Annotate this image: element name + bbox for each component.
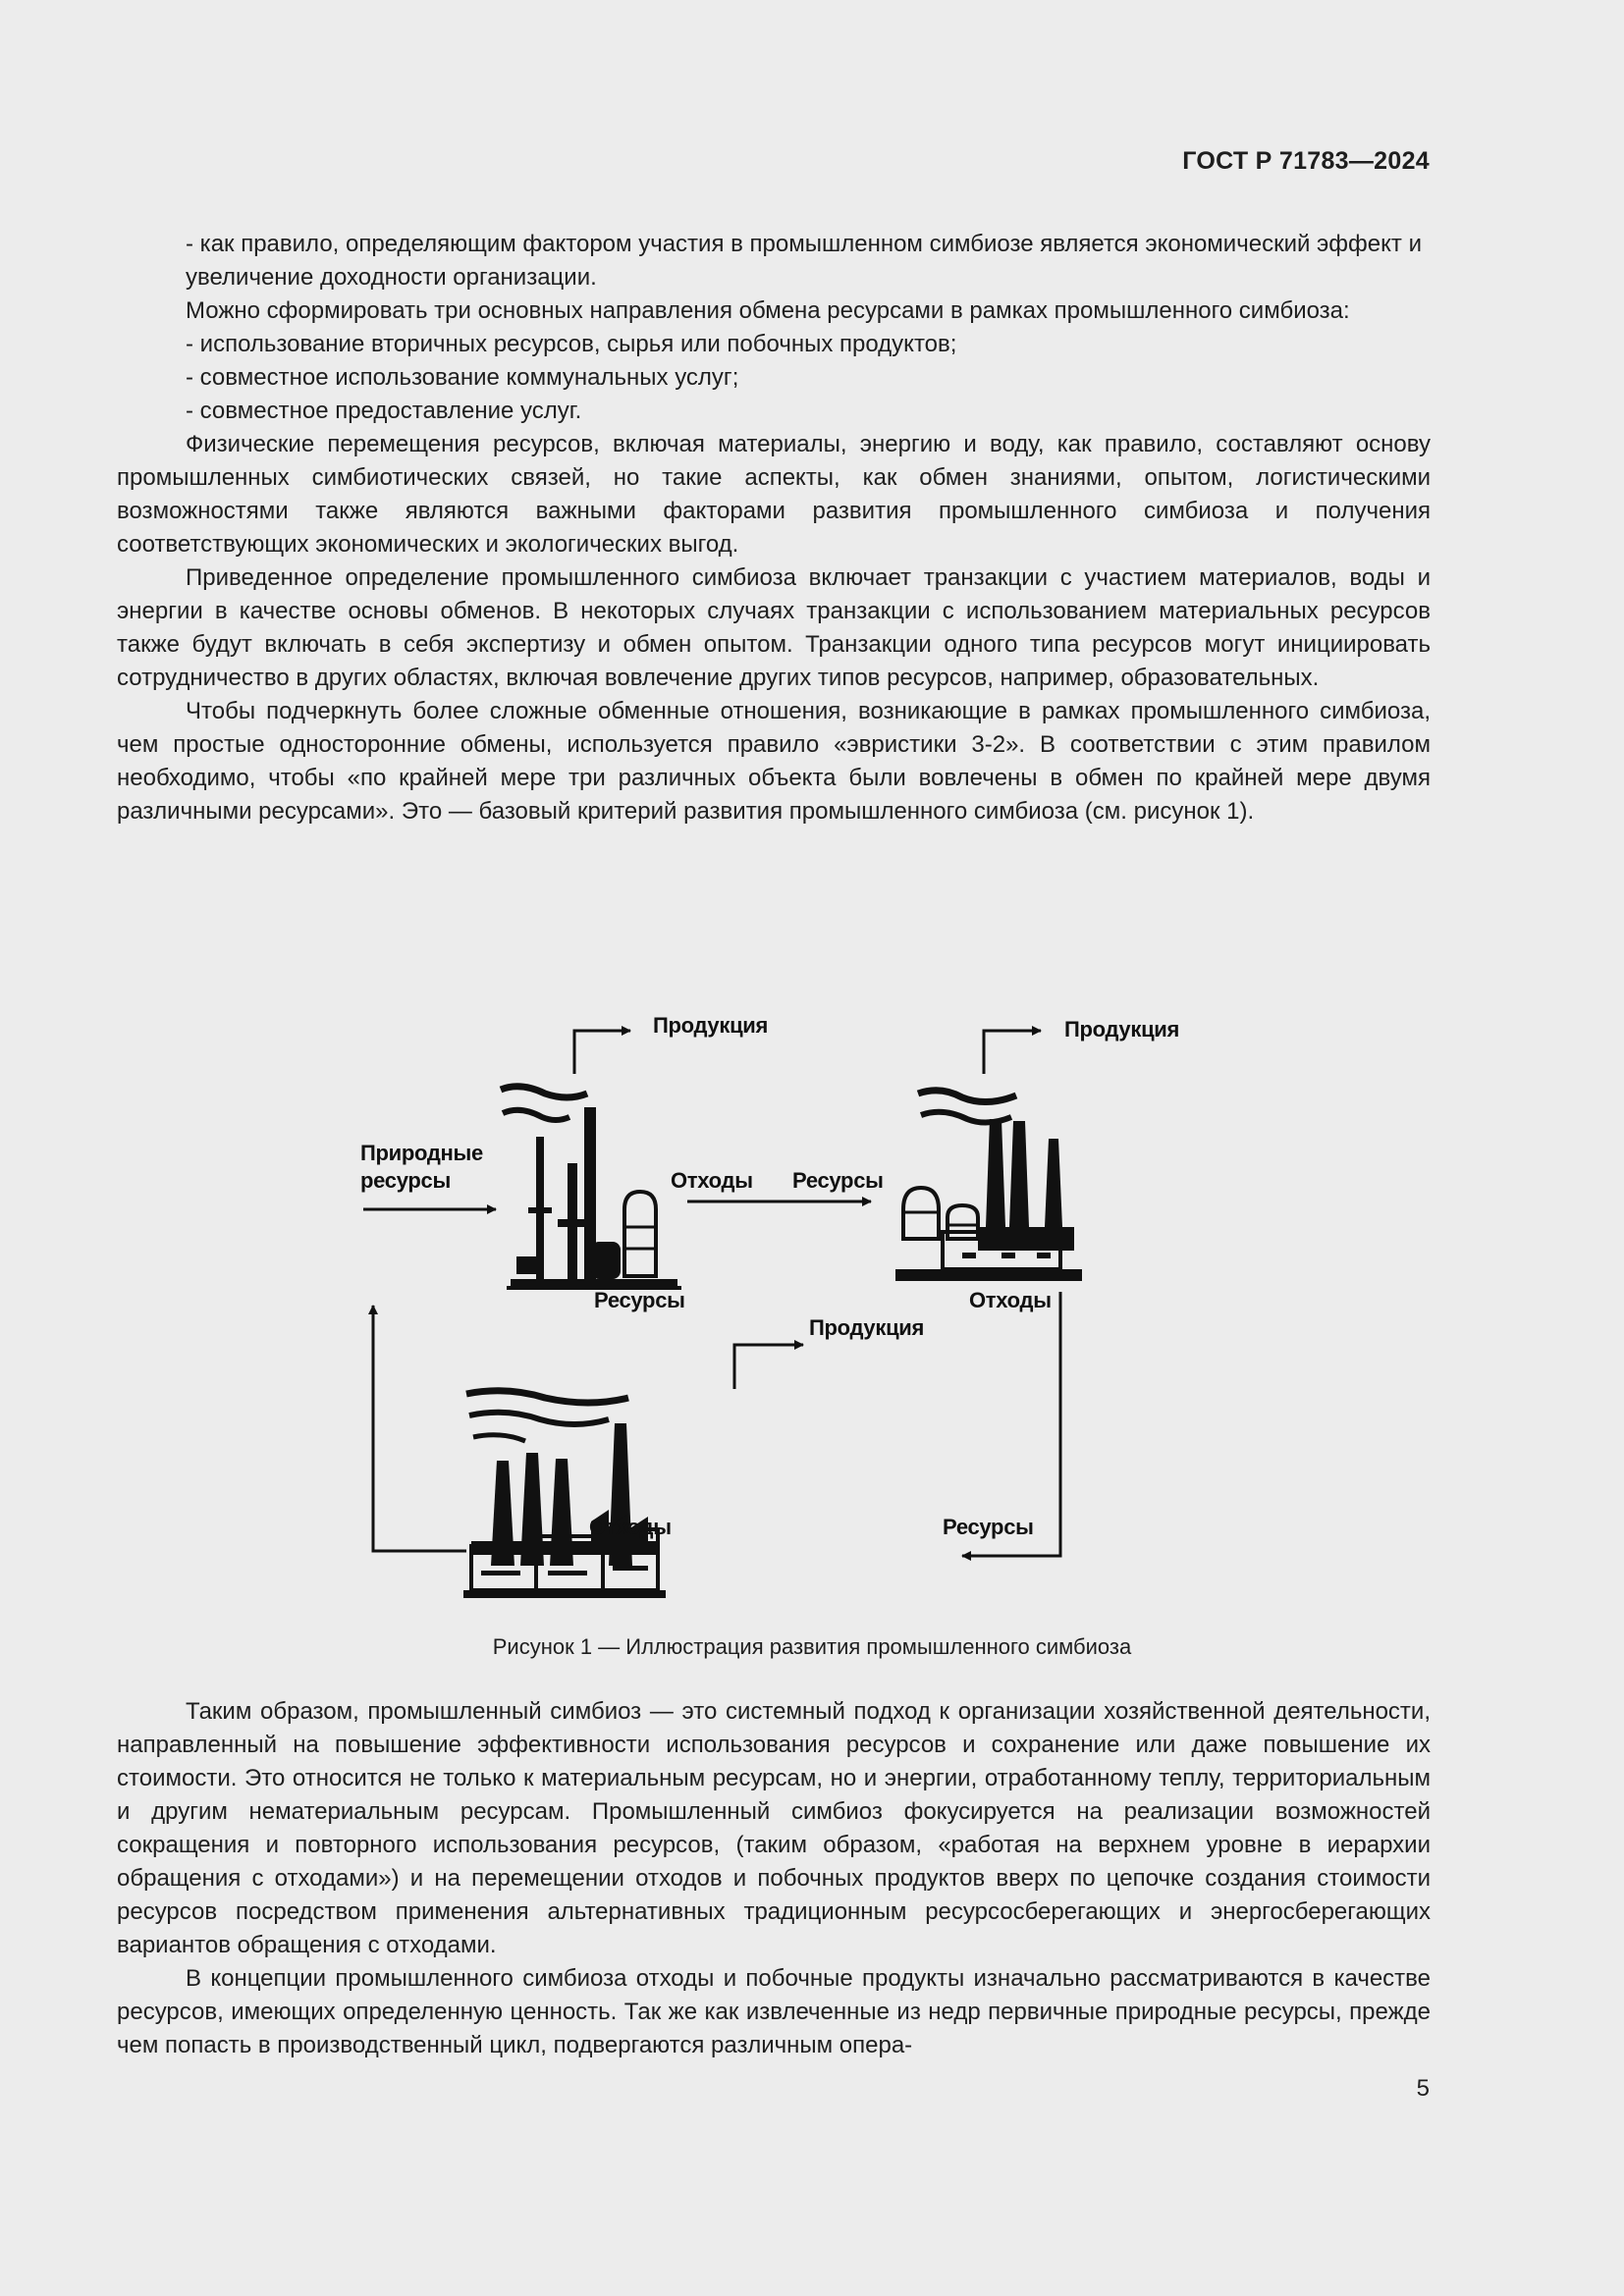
- page-number: 5: [1416, 2075, 1430, 2102]
- figure-caption: Рисунок 1 — Иллюстрация развития промышленного симбиоза: [492, 1634, 1132, 1659]
- body-text-top: [117, 228, 1431, 828]
- list-item: - как правило, определяющим фактором участия в промышленном симбиозе является экономический эффект и увеличение доходности организации.: [186, 231, 1422, 291]
- list-item: - совместное предоставление услуг.: [186, 398, 582, 424]
- factory-2-icon: [895, 1091, 1082, 1281]
- list-item: - совместное использование коммунальных услуг;: [186, 364, 739, 391]
- paragraph: В концепции промышленного симбиоза отходы и побочные продукты изначально рассматриваются в качестве ресурсов, имеющих определенную ценность. Так же как извлеченные из недр первичные природные ресурсы, прежде чем попасть в производственный цикл, подвергаются различным опера-: [117, 1965, 1431, 2058]
- label-production-3: Продукция: [809, 1315, 925, 1340]
- paragraph: Можно сформировать три основных направления обмена ресурсами в рамках промышленного симбиоза:: [186, 297, 1350, 324]
- label-waste-3: Отходы: [589, 1515, 672, 1539]
- label-resources-2: Ресурсы: [594, 1288, 685, 1312]
- label-waste-2: Отходы: [969, 1288, 1052, 1312]
- symbiosis-diagram: [334, 991, 1198, 1620]
- paragraph: Чтобы подчеркнуть более сложные обменные отношения, возникающие в рамках промышленного симбиоза, чем простые односторонние обмены, используется правило «эвристики 3-2». В соответствии с этим правилом необходимо, чтобы «по крайней мере три различных объекта были вовлечены в обмен по крайней мере двумя различными ресурсами». Это — базовый критерий развития промышленного симбиоза (см. рисунок 1).: [117, 698, 1431, 825]
- paragraph: Физические перемещения ресурсов, включая материалы, энергию и воду, как правило, составляют основу промышленных симбиотических связей, но такие аспекты, как обмен знаниями, опытом, логистическими возможностями также являются важными факторами развития промышленного симбиоза и получения соответствующих экономических и экологических выгод.: [117, 431, 1431, 558]
- list-item: - использование вторичных ресурсов, сырья или побочных продуктов;: [186, 331, 957, 357]
- flow-arrows: [363, 1031, 1060, 1556]
- paragraph: Таким образом, промышленный симбиоз — это системный подход к организации хозяйственной деятельности, направленный на повышение эффективности использования ресурсов и сохранение или даже повышение их стоимости. Это относится не только к материальным ресурсам, но и энергии, отработанному теплу, территориальным и другим нематериальным ресурсам. Промышленный симбиоз фокусируется на реализации возможностей сокращения и повторного использования ресурсов, (таким образом, «работая на верхнем уровне в иерархии обращения с отходами») и на перемещении отходов и побочных продуктов вверх по цепочке создания стоимости ресурсов посредством применения альтернативных традиционным ресурсосберегающих и энергосберегающих вариантов обращения с отходами.: [117, 1698, 1431, 1958]
- label-natural-line-1: Природные: [360, 1141, 483, 1165]
- factory-3-icon: [463, 1391, 666, 1598]
- label-resources-3: Ресурсы: [943, 1515, 1034, 1539]
- factory-1-icon: [501, 1087, 681, 1290]
- document-code-header: ГОСТ Р 71783—2024: [1182, 147, 1430, 175]
- diagram-graphics: [334, 991, 1198, 1620]
- label-waste-1: Отходы: [671, 1168, 753, 1193]
- label-natural-line-2: ресурсы: [360, 1168, 451, 1193]
- label-production-1: Продукция: [653, 1013, 769, 1038]
- body-text-bottom: [117, 1695, 1431, 2062]
- label-production-2: Продукция: [1064, 1017, 1180, 1041]
- label-resources-1: Ресурсы: [792, 1168, 884, 1193]
- paragraph: Приведенное определение промышленного симбиоза включает транзакции с участием материалов, воды и энергии в качестве основы обменов. В некоторых случаях транзакции с использованием материальных ресурсов также будут включать в себя экспертизу и обмен опытом. Транзакции одного типа ресурсов могут инициировать сотрудничество в других областях, включая вовлечение других типов ресурсов, например, образовательных.: [117, 564, 1431, 691]
